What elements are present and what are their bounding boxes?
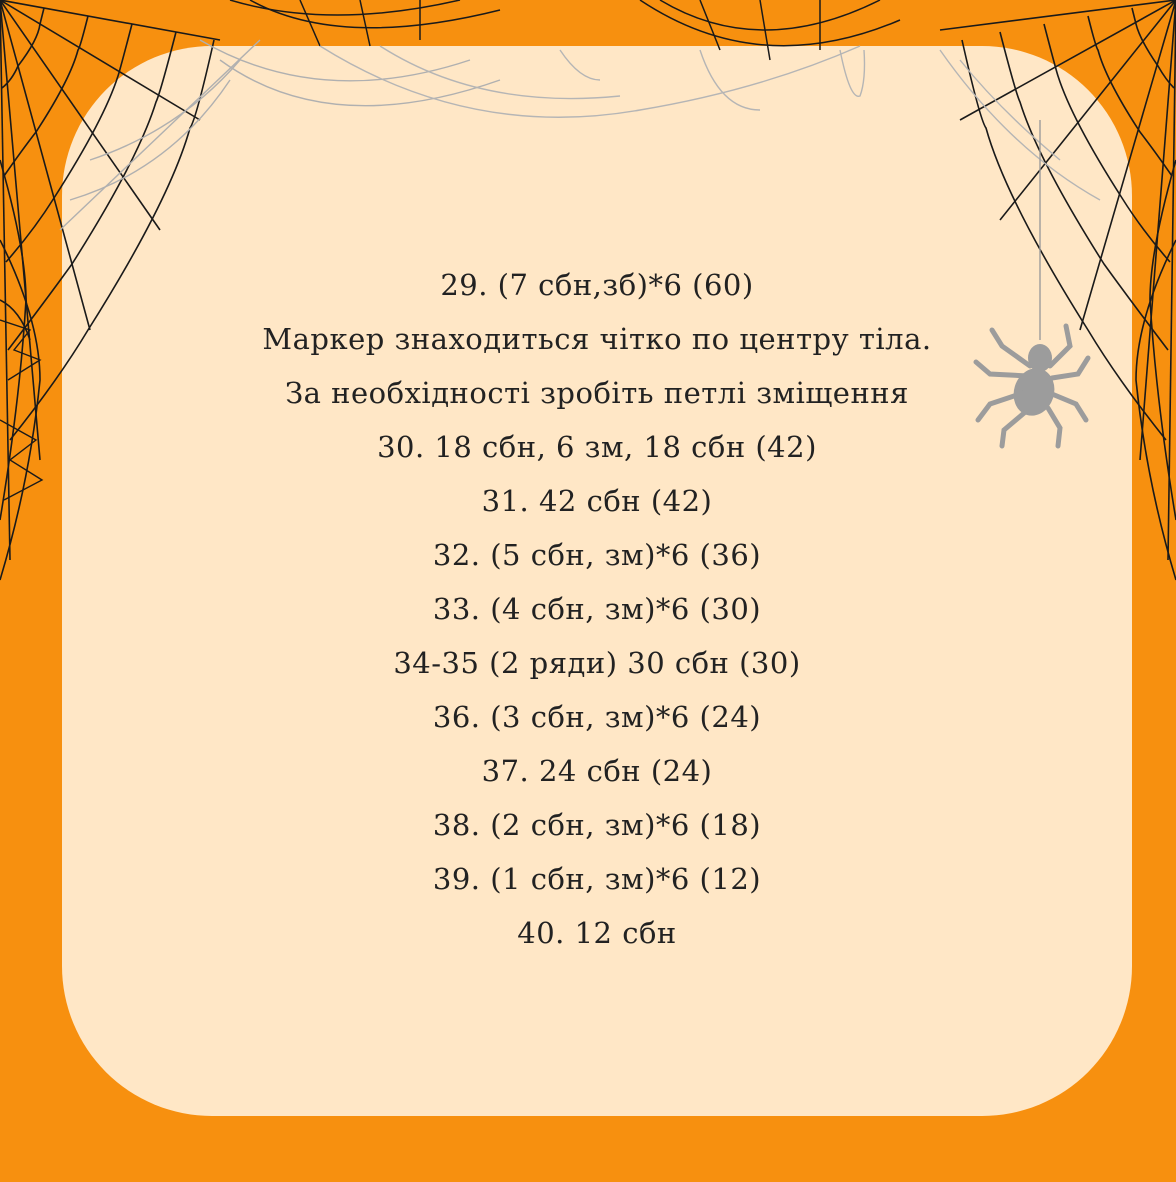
pattern-line: 37. 24 сбн (24) xyxy=(481,754,713,788)
pattern-line: 30. 18 сбн, 6 зм, 18 сбн (42) xyxy=(377,430,817,464)
pattern-line: 29. (7 сбн,зб)*6 (60) xyxy=(440,268,754,302)
pattern-line: 31. 42 сбн (42) xyxy=(481,484,713,518)
pattern-line: 40. 12 сбн xyxy=(517,916,677,950)
pattern-instructions xyxy=(62,258,1132,960)
pattern-line: Маркер знаходиться чітко по центру тіла. xyxy=(262,322,932,356)
pattern-line: 38. (2 сбн, зм)*6 (18) xyxy=(432,808,762,842)
pattern-line: За необхідності зробіть петлі зміщення xyxy=(285,376,909,410)
pattern-line: 36. (3 сбн, зм)*6 (24) xyxy=(432,700,762,734)
pattern-line: 32. (5 сбн, зм)*6 (36) xyxy=(432,538,762,572)
pattern-line: 33. (4 сбн, зм)*6 (30) xyxy=(432,592,762,626)
pattern-line: 34-35 (2 ряди) 30 сбн (30) xyxy=(393,646,801,680)
pattern-line: 39. (1 сбн, зм)*6 (12) xyxy=(432,862,762,896)
